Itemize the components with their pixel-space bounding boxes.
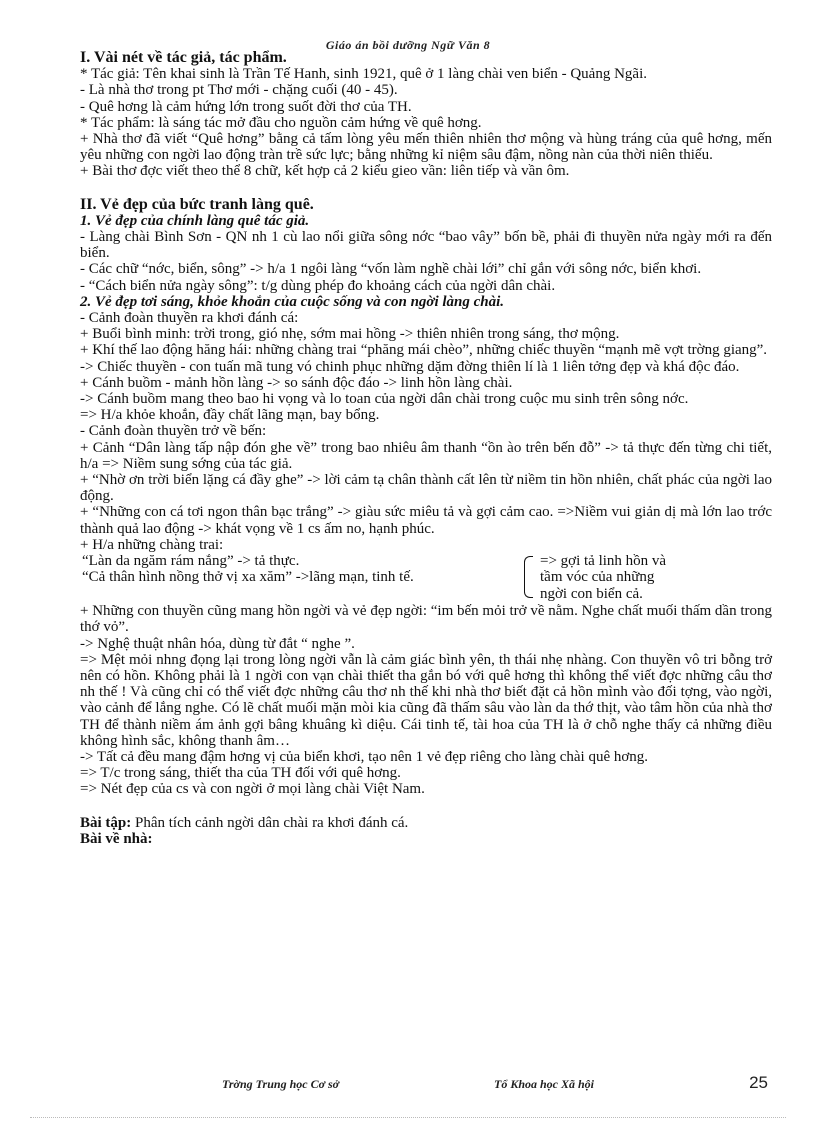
paragraph: + Buổi bình minh: trời trong, gió nhẹ, sớm mai hồng -> thiên nhiên trong sáng, thơ mộng. <box>80 326 620 343</box>
quote-block <box>80 553 772 603</box>
homework-title: Bài về nhà: <box>80 830 153 847</box>
paragraph: + “Những con cá tơi ngon thân bạc trắng” -> giàu sức miêu tả và gợi cảm cao. =>Niềm vui giản dị mà lớn lao trớc thành quả lao động -> khát vọng về 1 cs ấm no, hạnh phúc. <box>80 504 772 537</box>
paragraph: -> Nghệ thuật nhân hóa, dùng từ đắt “ nghe ”. <box>80 635 355 652</box>
paragraph: => Mệt mỏi nhng đọng lại trong lòng ngời vẫn là cảm giác bình yên, th thái nhẹ nhàng. Con thuyền vô tri bỗng trở nên có hồn. Không phải là 1 ngời con vạn chài thiết tha gắn bó với quê hơng thì không thể viết đợc những câu thơ nh thế ! Và cũng chỉ có thể viết đợc những câu thơ nh thế khi nhà thơ biết đặt cả hồn mình vào đối tợng, vào ngời, vào cảnh để lắng nghe. Có lẽ chất muối mặn mòi kia cũng đã thấm sâu vào làn da thớ thịt, vào tâm hồn của nhà thơ TH để thành niềm ám ảnh gợi bâng khuâng kì diệu. Cái tinh tế, tài hoa của TH là ở chỗ nghe thấy cả những điều không hình sắc, không thanh âm… <box>80 651 772 749</box>
paragraph: => H/a khỏe khoắn, đầy chất lãng mạn, bay bổng. <box>80 407 380 424</box>
section-heading: I. Vài nét về tác giả, tác phẩm. <box>80 49 287 66</box>
page-header: Giáo án bồi dưỡng Ngữ Văn 8 <box>325 38 491 52</box>
spacer <box>80 798 772 815</box>
paragraph: - Các chữ “nớc, biển, sông” -> h/a 1 ngôi làng “vốn làm nghề chài lới” chỉ gắn với sông nớc, biển khơi. <box>80 261 702 278</box>
paragraph: - Cảnh đoàn thuyền ra khơi đánh cá: <box>80 310 299 327</box>
paragraph: - Làng chài Bình Sơn - QN nh 1 cù lao nổi giữa sông nớc “bao vây” bốn bề, phải đi thuyền nửa ngày mới ra đến biển. <box>80 229 772 262</box>
paragraph: -> Chiếc thuyền - con tuấn mã tung vó chinh phục những dặm đờng thiên lí là 1 liên tởng đẹp và khá độc đáo. <box>80 358 740 375</box>
paragraph: + Nhà thơ đã viết “Quê hơng” bằng cả tấm lòng yêu mến thiên nhiên thơ mộng và hùng tráng của quê hơng, mến yêu những con ngời lao động tràn trề sức lực; bằng những kỉ niệm sâu đậm, nồng nàn của thời niên thiếu. <box>80 131 772 164</box>
paragraph: => T/c trong sáng, thiết tha của TH đối với quê hơng. <box>80 765 401 782</box>
annotation-line: ngời con biển cả. <box>540 585 643 602</box>
paragraph: + Những con thuyền cũng mang hồn ngời và vẻ đẹp ngời: “im bến mỏi trở về nằm. Nghe chất muối thấm dần trong thớ vỏ”. <box>80 603 772 636</box>
exercise-text: Phân tích cảnh ngời dân chài ra khơi đánh cá. <box>131 814 409 831</box>
exercise-label: Bài tập: <box>80 814 132 831</box>
page-footer <box>0 1073 816 1093</box>
bottom-divider <box>30 1117 786 1118</box>
footer-department: Tổ Khoa học Xã hội <box>494 1077 595 1091</box>
paragraph: - Là nhà thơ trong pt Thơ mới - chặng cuối (40 - 45). <box>80 82 398 99</box>
document-body <box>80 50 772 847</box>
subsection-heading: 2. Vẻ đẹp tơi sáng, khỏe khoắn của cuộc sống và con ngời làng chài. <box>80 293 505 310</box>
subsection-heading: 1. Vẻ đẹp của chính làng quê tác giả. <box>80 212 310 229</box>
page-number: 25 <box>749 1073 768 1092</box>
paragraph: + H/a những chàng trai: <box>80 536 224 553</box>
paragraph: + “Nhờ ơn trời biển lặng cá đầy ghe” -> lời cảm tạ chân thành cất lên từ niềm tin hồn nhiên, chất phác của ngời lao động. <box>80 472 772 505</box>
paragraph: => Nét đẹp của cs và con ngời ở mọi làng chài Việt Nam. <box>80 781 425 798</box>
quote-line: “Làn da ngăm rám nắng” -> tả thực. <box>82 553 300 570</box>
footer-school: Trờng Trung học Cơ sở <box>222 1077 340 1091</box>
paragraph: - “Cách biển nửa ngày sông”: t/g dùng phép đo khoảng cách của ngời dân chài. <box>80 277 556 294</box>
paragraph: + Cảnh “Dân làng tấp nập đón ghe về” trong bao nhiêu âm thanh “ồn ào trên bến đỗ” -> tả thực đến từng chi tiết, h/a => Niềm sung sớng của tác giả. <box>80 439 772 472</box>
paragraph: * Tác phẩm: là sáng tác mở đầu cho nguồn cảm hứng về quê hơng. <box>80 114 482 131</box>
paragraph: - Cảnh đoàn thuyền trở về bến: <box>80 423 267 440</box>
annotation-line: => gợi tả linh hồn và <box>540 553 667 570</box>
annotation-line: tầm vóc của những <box>540 569 655 586</box>
exercise <box>80 815 772 831</box>
spacer <box>80 180 772 197</box>
paragraph: -> Cánh buồm mang theo bao hi vọng và lo toan của ngời dân chài trong cuộc mu sinh trên sông nớc. <box>80 391 689 408</box>
paragraph: -> Tất cả đều mang đậm hơng vị của biển khơi, tạo nên 1 vẻ đẹp riêng cho làng chài quê hơng. <box>80 748 649 765</box>
paragraph: - Quê hơng là cảm hứng lớn trong suốt đời thơ của TH. <box>80 98 412 115</box>
quote-annotation <box>526 553 776 602</box>
quote-lines <box>82 553 522 585</box>
paragraph: + Khí thế lao động hăng hái: những chàng trai “phăng mái chèo”, những chiếc thuyền “mạnh mẽ vợt trờng giang”. <box>80 342 768 359</box>
paragraph: * Tác giả: Tên khai sinh là Trần Tế Hanh, sinh 1921, quê ở 1 làng chài ven biển - Quảng Ngãi. <box>80 66 647 83</box>
paragraph: + Cánh buồm - mảnh hồn làng -> so sánh độc đáo -> linh hồn làng chài. <box>80 374 513 391</box>
section-heading: II. Vẻ đẹp của bức tranh làng quê. <box>80 195 314 213</box>
quote-line: “Cả thân hình nồng thở vị xa xăm” ->lãng mạn, tinh tế. <box>82 569 414 586</box>
paragraph: + Bài thơ đợc viết theo thể 8 chữ, kết hợp cả 2 kiểu gieo vần: liên tiếp và vần ôm. <box>80 163 570 180</box>
